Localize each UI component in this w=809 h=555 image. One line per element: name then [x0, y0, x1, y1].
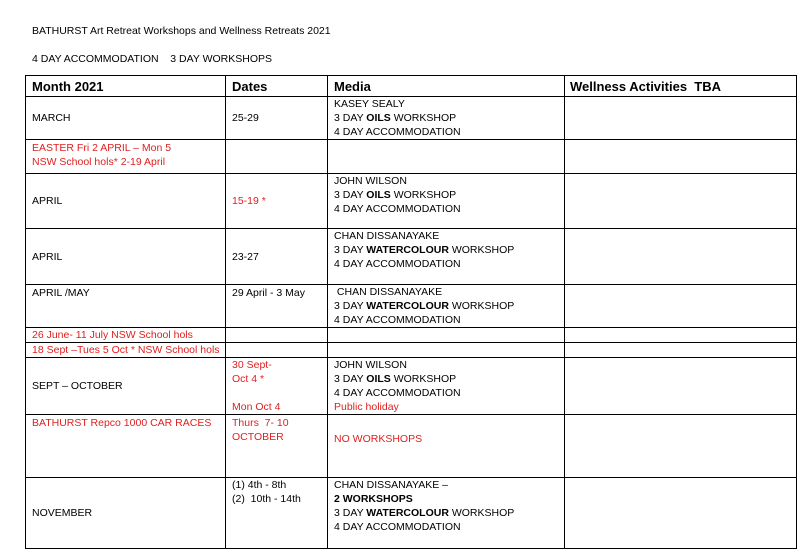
media-cell	[328, 174, 565, 229]
schedule-table	[25, 75, 797, 549]
wellness-cell	[565, 140, 797, 174]
workshop-line: 3 DAY OILS WORKSHOP	[334, 189, 457, 201]
table-row	[26, 343, 797, 358]
page-title: BATHURST Art Retreat Workshops and Wellness Retreats 2021	[32, 25, 331, 37]
workshop-line: 3 DAY WATERCOLOUR WORKSHOP	[334, 300, 515, 312]
dates-cell: 25-29	[226, 97, 328, 140]
media-cell	[328, 358, 565, 415]
media-cell	[328, 140, 565, 174]
table-header-row	[26, 76, 797, 97]
media-cell	[328, 343, 565, 358]
table-row	[26, 97, 797, 140]
wellness-cell	[565, 343, 797, 358]
accommodation-line: 4 DAY ACCOMMODATION	[334, 126, 461, 138]
month-cell: 26 June- 11 July NSW School hols	[26, 328, 226, 343]
wellness-cell	[565, 174, 797, 229]
wellness-cell	[565, 285, 797, 328]
dates-cell	[226, 140, 328, 174]
workshop-line: 3 DAY OILS WORKSHOP	[334, 373, 457, 385]
artist-name: CHAN DISSANAYAKE –	[334, 479, 448, 491]
wellness-cell	[565, 328, 797, 343]
col-header-month: Month 2021	[26, 76, 226, 97]
accommodation-line: 4 DAY ACCOMMODATION	[334, 314, 461, 326]
media-cell	[328, 415, 565, 478]
table-row	[26, 415, 797, 478]
media-cell	[328, 328, 565, 343]
artist-name: JOHN WILSON	[334, 175, 407, 187]
artist-name: CHAN DISSANAYAKE	[334, 230, 440, 242]
table-row	[26, 140, 797, 174]
dates-cell	[226, 328, 328, 343]
month-cell: 18 Sept –Tues 5 Oct * NSW School hols	[26, 343, 226, 358]
media-cell	[328, 97, 565, 140]
wellness-cell	[565, 478, 797, 549]
accommodation-line: 4 DAY ACCOMMODATION	[334, 203, 461, 215]
month-cell: EASTER Fri 2 APRIL – Mon 5 NSW School hols* 2-19 April	[26, 140, 226, 174]
month-cell: APRIL	[26, 174, 226, 229]
table-row	[26, 478, 797, 549]
month-cell: APRIL /MAY	[26, 285, 226, 328]
workshop-line: 3 DAY WATERCOLOUR WORKSHOP	[334, 244, 515, 256]
artist-name: CHAN DISSANAYAKE	[334, 286, 443, 298]
public-holiday-note: Public holiday	[334, 401, 399, 413]
month-cell: SEPT – OCTOBER	[26, 358, 226, 415]
media-cell	[328, 229, 565, 285]
dates-cell: 30 Sept- Oct 4 * Mon Oct 4	[226, 358, 328, 415]
artist-name: JOHN WILSON	[334, 359, 407, 371]
wellness-cell	[565, 415, 797, 478]
month-cell: BATHURST Repco 1000 CAR RACES	[26, 415, 226, 478]
month-cell: APRIL	[26, 229, 226, 285]
table-row	[26, 328, 797, 343]
dates-cell: 29 April - 3 May	[226, 285, 328, 328]
wellness-cell	[565, 358, 797, 415]
table-row	[26, 229, 797, 285]
workshop-line: 3 DAY WATERCOLOUR WORKSHOP	[334, 507, 515, 519]
table-row	[26, 174, 797, 229]
dates-cell: 23-27	[226, 229, 328, 285]
table-row	[26, 358, 797, 415]
dates-cell: Thurs 7- 10 OCTOBER	[226, 415, 328, 478]
no-workshops-note: NO WORKSHOPS	[334, 433, 423, 445]
dates-cell: 15-19 *	[226, 174, 328, 229]
dates-cell: (1) 4th - 8th (2) 10th - 14th	[226, 478, 328, 549]
wellness-cell	[565, 97, 797, 140]
workshop-count: 2 WORKSHOPS	[334, 493, 413, 505]
artist-name: KASEY SEALY	[334, 98, 405, 110]
col-header-wellness: Wellness Activities TBA	[565, 76, 797, 97]
workshop-line: 3 DAY OILS WORKSHOP	[334, 112, 457, 124]
month-cell: NOVEMBER	[26, 478, 226, 549]
media-cell	[328, 285, 565, 328]
table-row	[26, 285, 797, 328]
media-cell	[328, 478, 565, 549]
accommodation-line: 4 DAY ACCOMMODATION	[334, 258, 461, 270]
col-header-dates: Dates	[226, 76, 328, 97]
accommodation-line: 4 DAY ACCOMMODATION	[334, 387, 461, 399]
accommodation-line: 4 DAY ACCOMMODATION	[334, 521, 461, 533]
dates-cell	[226, 343, 328, 358]
page-subtitle: 4 DAY ACCOMMODATION 3 DAY WORKSHOPS	[32, 53, 272, 65]
month-cell: MARCH	[26, 97, 226, 140]
wellness-cell	[565, 229, 797, 285]
col-header-media: Media	[328, 76, 565, 97]
